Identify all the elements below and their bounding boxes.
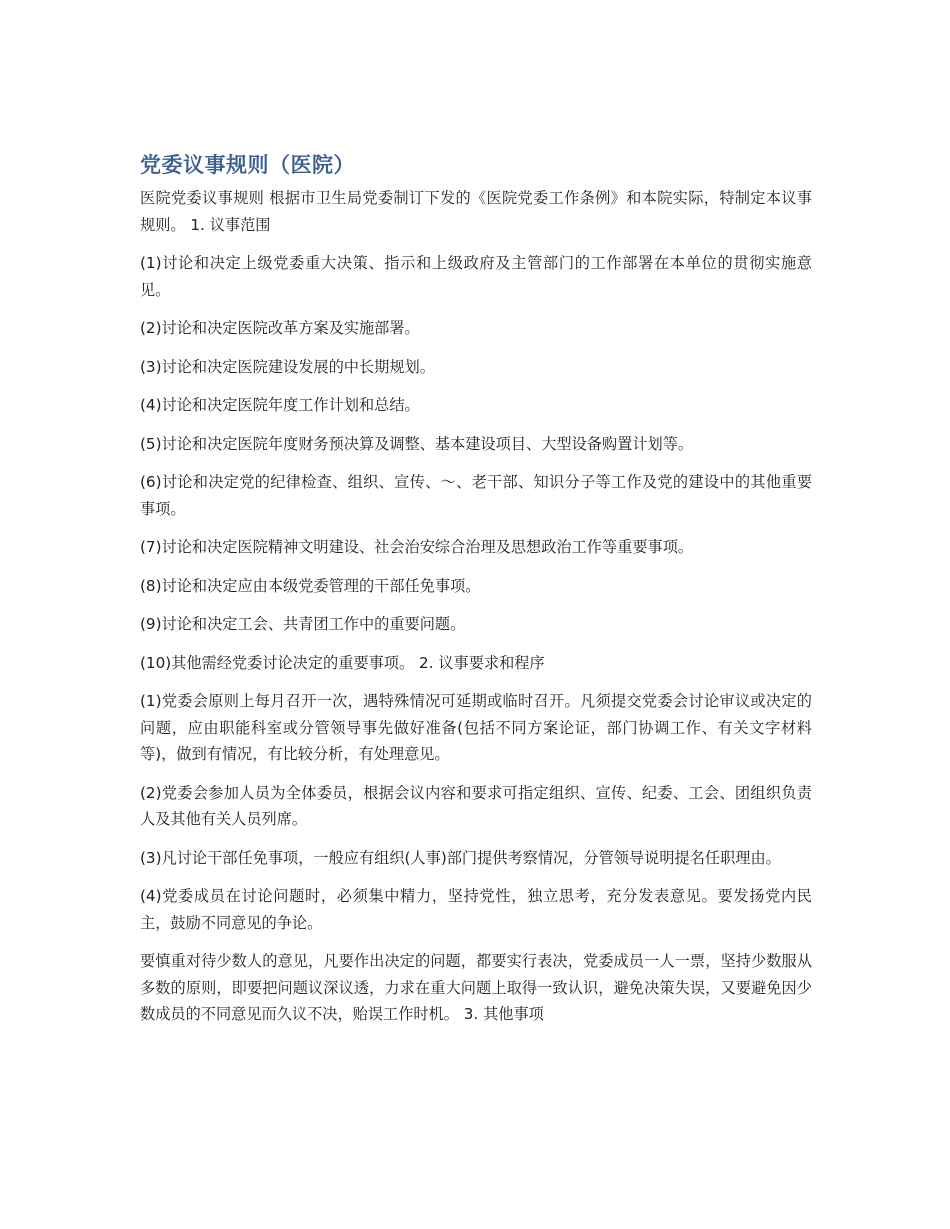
paragraph-procedure-1: (1)党委会原则上每月召开一次，遇特殊情况可延期或临时召开。凡须提交党委会讨论审议或决定的问题，应由职能科室或分管领导事先做好准备(包括不同方案论证，部门协调工作、有关文字材料等)，做到有情况，有比较分析，有处理意见。 [140, 692, 812, 763]
paragraph-item-5: (5)讨论和决定医院年度财务预决算及调整、基本建设项目、大型设备购置计划等。 [140, 434, 694, 453]
paragraph-item-4: (4)讨论和决定医院年度工作计划和总结。 [140, 396, 420, 414]
paragraph-intro: 医院党委议事规则 根据市卫生局党委制订下发的《医院党委工作条例》和本院实际，特制定本议事规则。 1. 议事范围 [140, 189, 812, 234]
paragraph-item-6: (6)讨论和决定党的纪律检查、组织、宣传、～、老干部、知识分子等工作及党的建设中的其他重要事项。 [140, 473, 812, 518]
paragraph-procedure-2: (2)党委会参加人员为全体委员，根据会议内容和要求可指定组织、宣传、纪委、工会、团组织负责人及其他有关人员列席。 [140, 783, 812, 828]
paragraph-item-7: (7)讨论和决定医院精神文明建设、社会治安综合治理及思想政治工作等重要事项。 [140, 538, 694, 556]
paragraph-item-8: (8)讨论和决定应由本级党委管理的干部任免事项。 [140, 576, 481, 595]
document-page [140, 150, 812, 1040]
paragraph-procedure-4-cont: 要慎重对待少数人的意见，凡要作出决定的问题，都要实行表决，党委成员一人一票，坚持少数服从多数的原则，即要把问题议深议透，力求在重大问题上取得一致认识，避免决策失误，又要避免因少数成员的不同意见而久议不决，贻误工作时机。 3. 其他事项 [140, 952, 812, 1023]
paragraph-item-9: (9)讨论和决定工会、共青团工作中的重要问题。 [140, 615, 466, 633]
paragraph-item-2: (2)讨论和决定医院改革方案及实施部署。 [140, 319, 420, 337]
paragraph-item-3: (3)讨论和决定医院建设发展的中长期规划。 [140, 357, 435, 376]
document-title: 党委议事规则（医院） [140, 153, 355, 177]
paragraph-procedure-3: (3)凡讨论干部任免事项，一般应有组织(人事)部门提供考察情况，分管领导说明提名任职理由。 [140, 848, 781, 867]
paragraph-procedure-4: (4)党委成员在讨论问题时，必须集中精力，坚持党性，独立思考，充分发表意见。要发扬党内民主，鼓励不同意见的争论。 [140, 887, 812, 932]
paragraph-item-10: (10)其他需经党委讨论决定的重要事项。 2. 议事要求和程序 [140, 653, 545, 672]
paragraph-item-1: (1)讨论和决定上级党委重大决策、指示和上级政府及主管部门的工作部署在本单位的贯彻实施意见。 [140, 254, 812, 299]
